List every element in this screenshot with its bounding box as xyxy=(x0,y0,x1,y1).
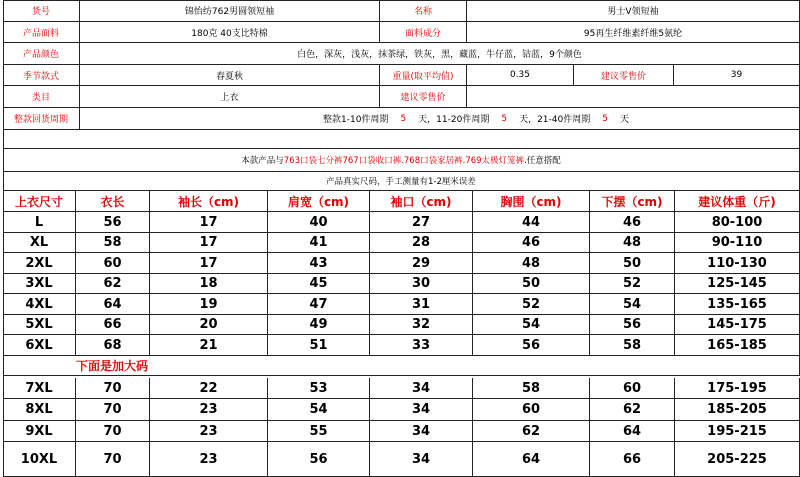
size-row-7XL-weight: 175-195 xyxy=(675,378,800,399)
header-shoulder: 肩宽（cm) xyxy=(268,191,370,212)
name-value: 男士V领短袖 xyxy=(467,0,800,22)
size-row-3XL-chest: 50 xyxy=(473,274,590,294)
size-row-XL-length: 58 xyxy=(76,233,150,253)
size-row-XL-hem: 48 xyxy=(590,233,675,253)
size-row-8XL-sleeve: 23 xyxy=(150,399,268,421)
category-label: 类目 xyxy=(3,86,80,108)
size-row-5XL-sleeve: 20 xyxy=(150,315,268,335)
match-note-prefix: 本款产品与 xyxy=(241,156,284,166)
header-cuff: 袖口（cm) xyxy=(370,191,473,212)
header-length: 衣长 xyxy=(76,191,150,212)
size-row-6XL-hem: 58 xyxy=(590,335,675,356)
size-row-5XL-cuff: 32 xyxy=(370,315,473,335)
size-row-L-size: L xyxy=(3,212,76,233)
size-row-6XL-shoulder: 51 xyxy=(268,335,370,356)
match-note xyxy=(3,149,800,172)
size-row-8XL-length: 70 xyxy=(76,399,150,421)
size-row-7XL-cuff: 34 xyxy=(370,378,473,399)
size-row-10XL-weight: 205-225 xyxy=(675,442,800,477)
size-row-6XL-weight: 165-185 xyxy=(675,335,800,356)
restock-days-2: 5 xyxy=(501,113,508,124)
size-row-L-chest: 44 xyxy=(473,212,590,233)
season-value: 春夏秋 xyxy=(80,65,380,86)
size-row-10XL-size: 10XL xyxy=(3,442,76,477)
size-row-2XL-sleeve: 17 xyxy=(150,253,268,274)
size-row-3XL-cuff: 30 xyxy=(370,274,473,294)
size-row-10XL-sleeve: 23 xyxy=(150,442,268,477)
size-row-6XL-length: 68 xyxy=(76,335,150,356)
item-no-value: 锦怡纺762男圆领短袖 xyxy=(80,0,380,22)
size-row-5XL-size: 5XL xyxy=(3,315,76,335)
restock-part-2: 天，11-20件周期 xyxy=(418,115,490,125)
size-row-8XL-hem: 62 xyxy=(590,399,675,421)
restock-part-3: 天，21-40件周期 xyxy=(519,115,591,125)
size-row-7XL-chest: 58 xyxy=(473,378,590,399)
size-row-2XL-shoulder: 43 xyxy=(268,253,370,274)
size-row-6XL-cuff: 33 xyxy=(370,335,473,356)
size-row-7XL-sleeve: 22 xyxy=(150,378,268,399)
size-row-2XL-length: 60 xyxy=(76,253,150,274)
size-row-4XL-chest: 52 xyxy=(473,294,590,315)
size-row-10XL-chest: 64 xyxy=(473,442,590,477)
composition-value: 95再生纤维素纤维5氨纶 xyxy=(467,22,800,43)
size-row-8XL-weight: 185-205 xyxy=(675,399,800,421)
match-note-highlight: 763口袋七分裤767口袋收口裤.768口袋家居裤.769太极灯笼裤 xyxy=(283,156,525,166)
composition-label: 面料成分 xyxy=(380,22,467,43)
size-row-8XL-cuff: 34 xyxy=(370,399,473,421)
header-sleeve: 袖长（cm) xyxy=(150,191,268,212)
restock-value xyxy=(80,108,800,130)
restock-part-4: 天 xyxy=(619,115,629,125)
size-row-XL-weight: 90-110 xyxy=(675,233,800,253)
size-row-XL-sleeve: 17 xyxy=(150,233,268,253)
size-row-7XL-size: 7XL xyxy=(3,378,76,399)
size-row-3XL-weight: 125-145 xyxy=(675,274,800,294)
size-row-9XL-length: 70 xyxy=(76,421,150,442)
size-row-9XL-sleeve: 23 xyxy=(150,421,268,442)
suggest-price-label: 建议零售价 xyxy=(574,65,674,86)
size-row-XL-shoulder: 41 xyxy=(268,233,370,253)
color-label: 产品颜色 xyxy=(3,43,80,65)
size-row-5XL-shoulder: 49 xyxy=(268,315,370,335)
size-row-L-sleeve: 17 xyxy=(150,212,268,233)
spacer-row xyxy=(3,130,800,149)
suggest-price-value: 39 xyxy=(674,65,800,86)
season-label: 季节款式 xyxy=(3,65,80,86)
weight-value: 0.35 xyxy=(467,65,574,86)
header-hem: 下摆（cm) xyxy=(590,191,675,212)
size-row-4XL-length: 64 xyxy=(76,294,150,315)
size-row-7XL-length: 70 xyxy=(76,378,150,399)
restock-days-3: 5 xyxy=(602,113,608,124)
size-row-9XL-chest: 62 xyxy=(473,421,590,442)
weight-label: 重量(取平均值) xyxy=(380,65,467,86)
size-row-10XL-cuff: 34 xyxy=(370,442,473,477)
size-row-5XL-length: 66 xyxy=(76,315,150,335)
size-row-9XL-cuff: 34 xyxy=(370,421,473,442)
size-row-10XL-shoulder: 56 xyxy=(268,442,370,477)
size-row-4XL-shoulder: 47 xyxy=(268,294,370,315)
size-row-XL-cuff: 28 xyxy=(370,233,473,253)
measure-note: 产品真实尺码，手工测量有1-2厘米误差 xyxy=(3,172,800,191)
restock-part-1: 整款1-10件周期 xyxy=(323,115,389,125)
size-row-4XL-weight: 135-165 xyxy=(675,294,800,315)
size-row-3XL-shoulder: 45 xyxy=(268,274,370,294)
name-label: 名称 xyxy=(380,0,467,22)
size-row-6XL-sleeve: 21 xyxy=(150,335,268,356)
size-row-5XL-weight: 145-175 xyxy=(675,315,800,335)
restock-label: 整款回货周期 xyxy=(3,108,80,130)
size-row-2XL-chest: 48 xyxy=(473,253,590,274)
size-row-4XL-sleeve: 19 xyxy=(150,294,268,315)
size-row-4XL-cuff: 31 xyxy=(370,294,473,315)
size-row-10XL-hem: 66 xyxy=(590,442,675,477)
size-row-L-length: 56 xyxy=(76,212,150,233)
size-row-L-cuff: 27 xyxy=(370,212,473,233)
size-row-6XL-size: 6XL xyxy=(3,335,76,356)
size-row-9XL-hem: 64 xyxy=(590,421,675,442)
size-row-L-hem: 46 xyxy=(590,212,675,233)
size-row-9XL-weight: 195-215 xyxy=(675,421,800,442)
plus-size-label: 下面是加大码 xyxy=(3,356,800,376)
size-row-7XL-shoulder: 53 xyxy=(268,378,370,399)
size-row-4XL-hem: 54 xyxy=(590,294,675,315)
color-value: 白色，深灰，浅灰，抹茶绿，铁灰，黑，藏蓝，牛仔蓝，钴蓝，9个颜色 xyxy=(80,43,800,65)
size-row-9XL-shoulder: 55 xyxy=(268,421,370,442)
restock-days-1: 5 xyxy=(400,113,407,124)
suggest-price-value-2 xyxy=(467,86,800,108)
size-row-2XL-weight: 110-130 xyxy=(675,253,800,274)
match-note-suffix: .任意搭配 xyxy=(524,156,561,166)
size-row-5XL-chest: 54 xyxy=(473,315,590,335)
size-row-XL-size: XL xyxy=(3,233,76,253)
size-row-8XL-shoulder: 54 xyxy=(268,399,370,421)
header-weight: 建议体重（斤) xyxy=(675,191,800,212)
size-row-XL-chest: 46 xyxy=(473,233,590,253)
size-row-10XL-length: 70 xyxy=(76,442,150,477)
fabric-label: 产品面料 xyxy=(3,22,80,43)
size-row-L-weight: 80-100 xyxy=(675,212,800,233)
size-row-2XL-hem: 50 xyxy=(590,253,675,274)
size-row-3XL-size: 3XL xyxy=(3,274,76,294)
size-row-3XL-length: 62 xyxy=(76,274,150,294)
fabric-value: 180克 40支比特棉 xyxy=(80,22,380,43)
category-value: 上衣 xyxy=(80,86,380,108)
size-row-9XL-size: 9XL xyxy=(3,421,76,442)
suggest-price-label-2: 建议零售价 xyxy=(380,86,467,108)
size-row-8XL-size: 8XL xyxy=(3,399,76,421)
size-row-3XL-hem: 52 xyxy=(590,274,675,294)
size-row-6XL-chest: 56 xyxy=(473,335,590,356)
item-no-label: 货号 xyxy=(3,0,80,22)
header-chest: 胸围（cm) xyxy=(473,191,590,212)
size-row-2XL-cuff: 29 xyxy=(370,253,473,274)
size-row-5XL-hem: 56 xyxy=(590,315,675,335)
header-size: 上衣尺寸 xyxy=(3,191,76,212)
size-row-4XL-size: 4XL xyxy=(3,294,76,315)
size-row-8XL-chest: 60 xyxy=(473,399,590,421)
size-row-7XL-hem: 60 xyxy=(590,378,675,399)
size-row-2XL-size: 2XL xyxy=(3,253,76,274)
size-row-3XL-sleeve: 18 xyxy=(150,274,268,294)
size-row-L-shoulder: 40 xyxy=(268,212,370,233)
